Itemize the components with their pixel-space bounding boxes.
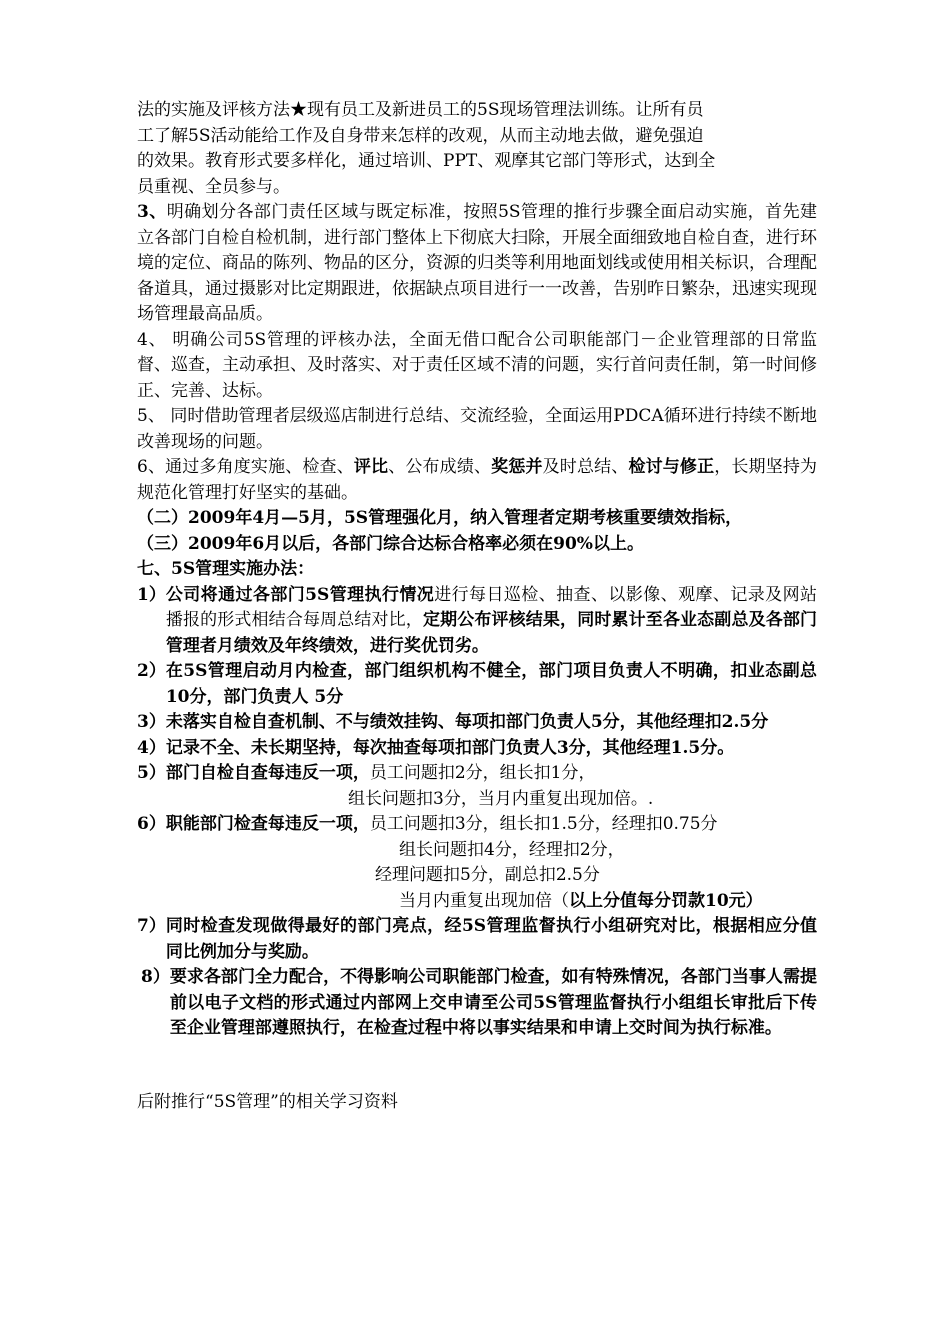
rule-text: 同时检查发现做得最好的部门亮点，经5S管理监督执行小组研究对比，根据相应分值同比例加分与奖励。 [165, 916, 817, 962]
point-separator: 、 [147, 406, 165, 426]
rule-text [166, 583, 817, 660]
point6-mid2: 及时总结、 [542, 457, 629, 477]
rule-6-bold: 职能部门检查每违反一项， [165, 814, 370, 834]
point-5 [137, 404, 817, 455]
rule-1-normal: 进行每日巡检、抽查、以影像、观摩、记录及网站播报的形式相结合每周总结对比， [165, 584, 817, 630]
intro-line: 法的实施及评核方法★现有员工及新进员工的5S现场管理法训练。让所有员 [137, 100, 704, 120]
rule-item-3 [137, 710, 817, 736]
rule-item-4 [137, 736, 817, 762]
rule-item-7 [137, 914, 817, 965]
point-number: 4 [137, 329, 148, 350]
rule-number: 1） [137, 584, 166, 605]
intro-paragraph [137, 98, 817, 200]
point-4 [137, 328, 817, 405]
appendix-note: 后附推行“5S管理”的相关学习资料 [137, 1091, 398, 1112]
rule-5-normal: 员工问题扣2分，组长扣1分， [369, 763, 596, 783]
rule-number: 8） [141, 967, 170, 987]
rule-number: 5） [137, 763, 166, 783]
point6-bold-review: 检讨与修正 [628, 457, 715, 477]
point-separator: 、 [148, 202, 167, 222]
rule-item-6 [137, 812, 817, 838]
point6-prefix: 6、通过多角度实施、检查、 [137, 457, 354, 477]
point-number: 3 [137, 202, 149, 222]
point6-mid1: 、公布成绩、 [388, 457, 492, 477]
rule-item-5 [137, 761, 817, 787]
rule-1-bold-b: 定期公布评核结果，同时累计至各业态副总及各部门管理者月绩效及年终绩效，进行奖优罚劣。 [165, 610, 818, 656]
rule-text: 要求各部门全力配合，不得影响公司职能部门检查，如有特殊情况，各部门当事人需提前以电子文档的形式通过内部网上交申请至公司5S管理监督执行小组组长审批后下传至企业管理部遵照执行，在检查过程中将以事实结果和申请上交时间为执行标准。 [169, 967, 817, 1038]
point-separator: 、 [147, 329, 167, 350]
rule-number: 3） [137, 712, 166, 732]
point-3 [137, 200, 817, 328]
rule-6-line-3: 经理问题扣5分，副总扣2.5分 [375, 865, 600, 885]
rule-6-line-4-bold: 以上分值每分罚款10元） [569, 890, 763, 911]
point-text: 明确划分各部门责任区域与既定标准，按照5S管理的推行步骤全面启动实施，首先建立各部门自检自检机制，进行部门整体上下彻底大扫除，开展全面细致地自检自查，进行环境的定位、商品的陈列、物品的区分，资源的归类等利用地面划线或使用相关标识，合理配备道具，通过摄影对比定期跟进，依据缺点项目进行一一改善，告别昨日繁杂，迅速实现现场管理最高品质。 [137, 202, 818, 324]
phase-two: （二）2009年4月—5月，5S管理强化月，纳入管理者定期考核重要绩效指标， [137, 508, 743, 528]
intro-line: 的效果。教育形式要多样化，通过培训、PPT、观摩其它部门等形式，达到全 [137, 151, 716, 171]
rule-text [166, 812, 817, 838]
point6-bold-evaluation: 评比 [353, 457, 389, 477]
point-text: 同时借助管理者层级巡店制进行总结、交流经验，全面运用PDCA循环进行持续不断地改善现场的问题。 [137, 406, 817, 452]
rule-number: 4） [137, 737, 166, 758]
rule-5-line-2: 组长问题扣3分，当月内重复出现加倍。. [348, 788, 654, 809]
rule-5-bold: 部门自检自查每违反一项， [165, 763, 370, 783]
rule-item-2 [137, 659, 817, 710]
point6-bold-rewards: 奖惩并 [491, 457, 543, 477]
rule-6-line-4 [137, 889, 817, 915]
rule-number: 6） [137, 814, 166, 834]
intro-line: 工了解5S活动能给工作及自身带来怎样的改观，从而主动地去做，避免强迫 [137, 125, 704, 146]
point-6 [137, 455, 817, 506]
section-7-title: 七、5S管理实施办法： [137, 559, 315, 579]
point-text: 明确公司5S管理的评核办法，全面无借口配合公司职能部门－企业管理部的日常监督、巡查，主动承担、及时落实、对于责任区域不清的问题，实行首问责任制，第一时间修正、完善、达标。 [137, 329, 817, 401]
rule-6-normal: 员工问题扣3分，组长扣1.5分，经理扣0.75分 [369, 814, 718, 834]
rule-number: 7） [137, 916, 166, 936]
rule-item-8 [137, 965, 817, 1042]
document-body [137, 98, 817, 1115]
rule-text: 未落实自检自查机制、不与绩效挂钩、每项扣部门负责人5分，其他经理扣2.5分 [165, 712, 769, 732]
rule-6-line-4-normal: 当月内重复出现加倍（ [399, 890, 569, 911]
rule-text: 记录不全、未长期坚持，每次抽查每项扣部门负责人3分，其他经理1.5分。 [165, 737, 735, 758]
rule-item-1 [137, 583, 817, 660]
intro-line: 员重视、全员参与。 [137, 176, 290, 197]
point-number: 5 [137, 406, 148, 426]
rule-1-bold-a: 公司将通过各部门5S管理执行情况 [165, 584, 435, 605]
rule-number: 2） [137, 661, 166, 681]
rule-text: 在5S管理启动月内检查，部门组织机构不健全，部门项目负责人不明确，扣业态副总10分，部门负责人 5分 [165, 661, 817, 707]
rule-6-line-2: 组长问题扣4分，经理扣2分， [399, 839, 625, 860]
rule-text [166, 761, 817, 787]
point6-suffix: ，长期坚持为规范化管理打好坚实的基础。 [137, 457, 818, 503]
phase-three: （三）2009年6月以后，各部门综合达标合格率必须在90%以上。 [137, 533, 644, 554]
